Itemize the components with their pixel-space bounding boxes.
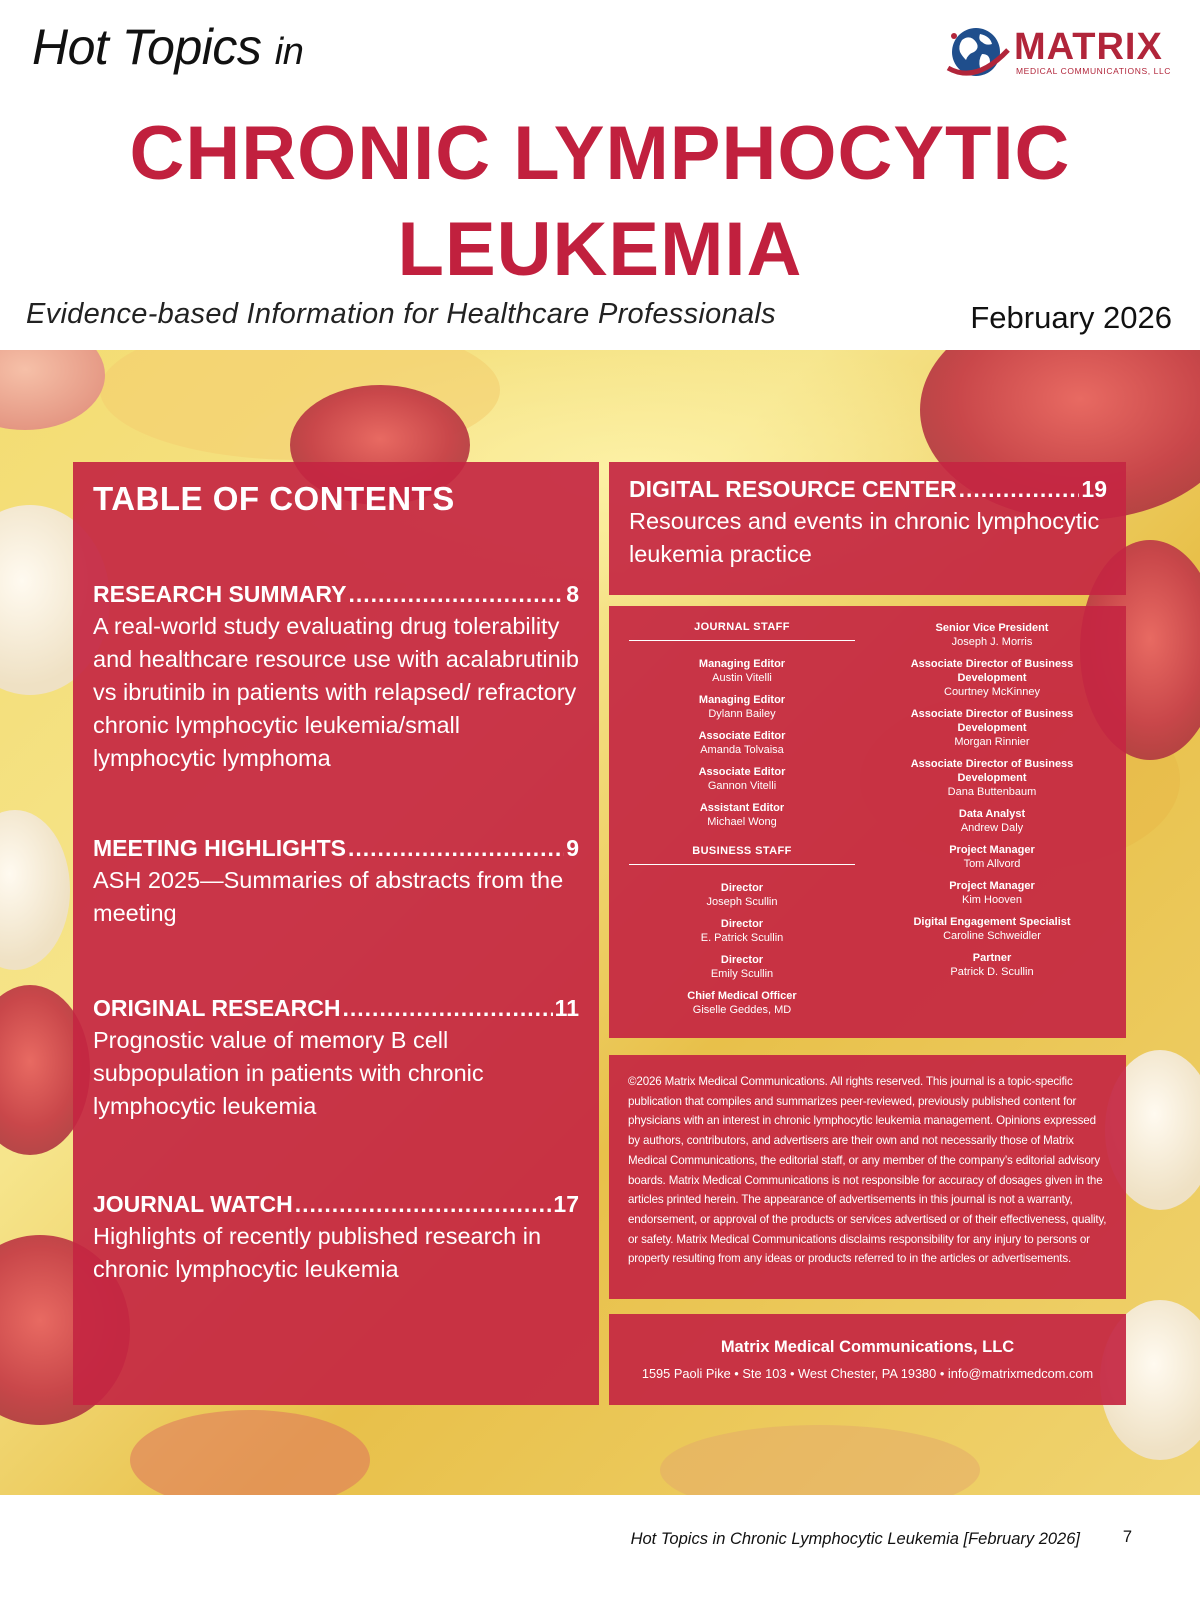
toc-leader-dots bbox=[348, 835, 564, 862]
toc-description: Resources and events in chronic lymphocytic leukemia practice bbox=[629, 508, 1100, 567]
logo-wordmark: MATRIX bbox=[1014, 26, 1163, 68]
staff-item bbox=[629, 801, 855, 829]
series-title bbox=[32, 18, 303, 76]
toc-leader-dots bbox=[343, 995, 553, 1022]
staff-name: Gannon Vitelli bbox=[707, 780, 777, 792]
staff-role: Data Analyst bbox=[958, 808, 1026, 820]
copyright-panel bbox=[609, 1055, 1126, 1299]
staff-name: E. Patrick Scullin bbox=[700, 932, 784, 944]
journal-staff-label: JOURNAL STAFF bbox=[629, 621, 855, 641]
staff-role: Managing Editor bbox=[698, 694, 786, 706]
staff-panel bbox=[609, 606, 1126, 1038]
staff-name: Dana Buttenbaum bbox=[947, 786, 1037, 798]
toc-description: A real-world study evaluating drug tolerability and healthcare resource use with acalabrutinib vs ibrutinib in patients with relapsed/ refractory chronic lymphocytic leukemia/small lymphocytic lymphoma bbox=[93, 613, 579, 771]
toc-page-number: 19 bbox=[1081, 476, 1107, 502]
staff-item bbox=[879, 757, 1105, 799]
staff-role: Partner bbox=[972, 952, 1012, 964]
copyright-notice: ©2026 Matrix Medical Communications. All rights reserved. This journal is a topic-specific publication that compiles and summarizes peer-reviewed, previously published content for physicians with an interest in chronic lymphocytic leukemia management. Opinions expressed by authors, contributors, and advertisers are their own and not necessarily those of Matrix Medical Communications, the editorial staff, or any member of the company’s editorial advisory boards. Matrix Medical Communications is not responsible for accuracy of dosages given in the articles printed herein. The appearance of advertisements in this journal is not a warranty, endorsement, or approval of the products or services advertised or of their effectiveness, quality, or safety. Matrix Medical Communications disclaims responsibility for any injury to persons or property resulting from any ideas or products referred to in the articles or advertisements. bbox=[628, 1075, 1107, 1266]
staff-item bbox=[879, 843, 1105, 871]
staff-name: Amanda Tolvaisa bbox=[700, 744, 784, 756]
staff-name: Andrew Daly bbox=[960, 822, 1024, 834]
staff-item bbox=[879, 879, 1105, 907]
staff-role: Associate Editor bbox=[698, 766, 786, 778]
table-of-contents-panel bbox=[73, 462, 599, 1405]
staff-item bbox=[629, 917, 855, 945]
toc-heading: TABLE OF CONTENTS bbox=[93, 480, 455, 517]
toc-section-title: DIGITAL RESOURCE CENTER bbox=[629, 476, 957, 502]
staff-name: Caroline Schweidler bbox=[943, 930, 1041, 942]
staff-role: Director bbox=[720, 882, 764, 894]
toc-description: Highlights of recently published research in chronic lymphocytic leukemia bbox=[93, 1223, 542, 1282]
staff-role: Director bbox=[720, 954, 764, 966]
staff-name: Michael Wong bbox=[707, 816, 777, 828]
staff-item bbox=[629, 953, 855, 981]
toc-leader-dots bbox=[348, 581, 564, 608]
staff-item bbox=[629, 693, 855, 721]
page-number: 7 bbox=[1122, 1528, 1132, 1546]
staff-name: Austin Vitelli bbox=[712, 672, 772, 684]
staff-name: Morgan Rinnier bbox=[954, 736, 1030, 748]
staff-item bbox=[629, 765, 855, 793]
tagline: Evidence-based Information for Healthcare Professionals bbox=[26, 298, 776, 330]
staff-name: Dylann Bailey bbox=[708, 708, 776, 720]
toc-section-title: ORIGINAL RESEARCH bbox=[93, 995, 341, 1021]
staff-role: Project Manager bbox=[949, 844, 1035, 856]
staff-item bbox=[629, 881, 855, 909]
series-title-in: in bbox=[274, 31, 304, 73]
logo-subtitle: MEDICAL COMMUNICATIONS, LLC bbox=[1016, 66, 1172, 76]
digital-resource-center-panel bbox=[609, 462, 1126, 595]
toc-entry-line bbox=[93, 995, 579, 1022]
issue-date: February 2026 bbox=[970, 300, 1172, 335]
toc-page-number: 11 bbox=[554, 995, 579, 1021]
staff-name: Kim Hooven bbox=[962, 894, 1022, 906]
toc-entry-line bbox=[93, 581, 579, 608]
series-title-text: Hot Topics bbox=[32, 19, 262, 75]
toc-entry-line bbox=[93, 1191, 579, 1218]
staff-role: Managing Editor bbox=[698, 658, 786, 670]
staff-item bbox=[879, 807, 1105, 835]
toc-entry-digital-resource-center[interactable] bbox=[629, 476, 1107, 571]
staff-role: Assistant Editor bbox=[699, 802, 785, 814]
business-staff-label: BUSINESS STAFF bbox=[629, 845, 855, 865]
staff-role: Project Manager bbox=[949, 880, 1035, 892]
staff-item bbox=[879, 915, 1105, 943]
toc-description: ASH 2025—Summaries of abstracts from the meeting bbox=[93, 867, 564, 926]
staff-item bbox=[879, 951, 1105, 979]
toc-entry-line bbox=[93, 835, 579, 862]
staff-name: Tom Allvord bbox=[963, 858, 1021, 870]
running-footer-title: Hot Topics in Chronic Lymphocytic Leukemia [February 2026] bbox=[630, 1530, 1080, 1548]
staff-role: Director bbox=[720, 918, 764, 930]
toc-leader-dots bbox=[959, 476, 1080, 503]
toc-section-title: RESEARCH SUMMARY bbox=[93, 581, 347, 607]
toc-entry-meeting-highlights[interactable] bbox=[93, 835, 579, 930]
staff-role: Chief Medical Officer bbox=[687, 990, 797, 1002]
toc-section-title: JOURNAL WATCH bbox=[93, 1191, 293, 1217]
staff-role: Associate Director of Business Development bbox=[910, 658, 1074, 684]
staff-item bbox=[629, 657, 855, 685]
staff-role: Digital Engagement Specialist bbox=[913, 916, 1071, 928]
staff-name: Patrick D. Scullin bbox=[950, 966, 1034, 978]
staff-name: Joseph Scullin bbox=[706, 896, 778, 908]
staff-item bbox=[879, 657, 1105, 699]
staff-column-right bbox=[879, 621, 1105, 987]
toc-leader-dots bbox=[295, 1191, 552, 1218]
toc-entry-original-research[interactable] bbox=[93, 995, 579, 1123]
toc-page-number: 9 bbox=[566, 835, 579, 861]
toc-entry-journal-watch[interactable] bbox=[93, 1191, 579, 1286]
toc-page-number: 17 bbox=[553, 1191, 579, 1217]
publisher-name: Matrix Medical Communications, LLC bbox=[720, 1338, 1015, 1356]
globe-icon bbox=[942, 22, 1014, 84]
staff-name: Giselle Geddes, MD bbox=[692, 1004, 792, 1016]
staff-item bbox=[629, 989, 855, 1017]
staff-item bbox=[879, 707, 1105, 749]
staff-name: Emily Scullin bbox=[710, 968, 774, 980]
staff-name: Joseph J. Morris bbox=[951, 636, 1033, 648]
staff-item bbox=[879, 621, 1105, 649]
toc-entry-research-summary[interactable] bbox=[93, 581, 579, 775]
journal-title-line-2: LEUKEMIA bbox=[397, 207, 803, 292]
toc-page-number: 8 bbox=[566, 581, 579, 607]
staff-role: Associate Editor bbox=[698, 730, 786, 742]
publisher-contact-panel bbox=[609, 1314, 1126, 1405]
toc-entry-line bbox=[629, 476, 1107, 503]
publisher-address[interactable]: 1595 Paoli Pike • Ste 103 • West Chester, PA 19380 • info@matrixmedcom.com bbox=[641, 1366, 1094, 1381]
journal-title bbox=[0, 106, 1200, 298]
journal-title-line-1: CHRONIC LYMPHOCYTIC bbox=[129, 111, 1071, 196]
staff-column-left bbox=[629, 621, 855, 1025]
staff-role: Associate Director of Business Development bbox=[910, 708, 1074, 734]
staff-item bbox=[629, 729, 855, 757]
staff-role: Senior Vice President bbox=[935, 622, 1049, 634]
toc-description: Prognostic value of memory B cell subpopulation in patients with chronic lymphocytic leukemia bbox=[93, 1027, 484, 1119]
staff-name: Courtney McKinney bbox=[944, 686, 1040, 698]
staff-role: Associate Director of Business Development bbox=[910, 758, 1074, 784]
toc-section-title: MEETING HIGHLIGHTS bbox=[93, 835, 346, 861]
matrix-logo bbox=[942, 22, 1172, 84]
